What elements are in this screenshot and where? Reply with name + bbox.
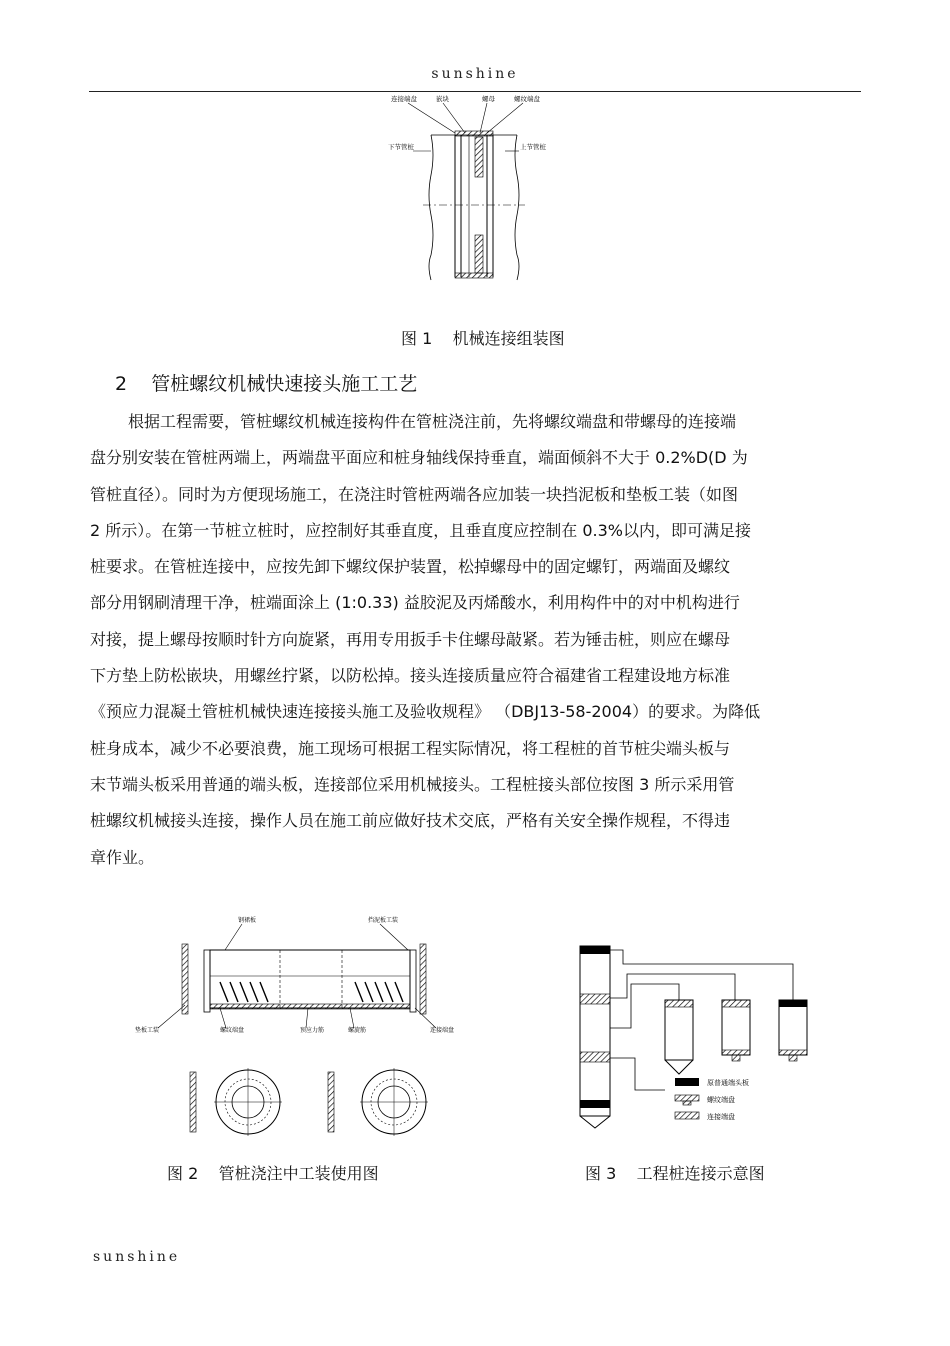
header-rule — [89, 91, 861, 92]
fig1-label-nut: 螺母 — [482, 95, 495, 103]
fig1-label-lower-pile: 下节管桩 — [388, 143, 414, 151]
figure-1-caption: 图 1 机械连接组装图 — [401, 329, 565, 348]
fig1-leader-lines — [408, 103, 523, 151]
fig1-label-connector-plate: 连接端盘 — [391, 95, 417, 103]
fig1-label-upper-pile: 上节管桩 — [520, 143, 546, 151]
paragraph-line: 部分用钢刷清理干净，桩端面涂上 (1:0.33) 益胶泥及丙烯酸水，利用构件中的对中机构进行 — [90, 593, 740, 613]
fig2-label-steel-skirt: 钢裙板 — [238, 917, 257, 924]
section-title: 2 管桩螺纹机械快速接头施工工艺 — [115, 373, 418, 395]
page-header: sunshine — [431, 66, 519, 82]
legend-label-thread-plate: 螺纹端盘 — [707, 1096, 735, 1104]
fig2-label-prestress-bar: 预应力筋 — [300, 1027, 325, 1034]
fig2-label-thread-plate: 螺纹端盘 — [220, 1027, 245, 1034]
paragraph-line: 管桩直径）。同时为方便现场施工，在浇注时管桩两端各应加装一块挡泥板和垫板工装（如图 — [90, 484, 739, 504]
legend-swatch-solid — [675, 1078, 699, 1086]
paragraph-line: 章作业。 — [90, 847, 155, 867]
figure-2-caption: 图 2 管桩浇注中工装使用图 — [167, 1164, 379, 1183]
paragraph-line: 下方垫上防松嵌块，用螺丝拧紧，以防松掉。接头连接质量应符合福建省工程建设地方标准 — [90, 666, 731, 686]
fig2-label-connector-plate: 连接端盘 — [430, 1027, 455, 1034]
paragraph-line: 根据工程需要，管桩螺纹机械连接构件在管桩浇注前，先将螺纹端盘和带螺母的连接端 — [128, 412, 737, 431]
legend-label-connector-plate: 连接端盘 — [707, 1113, 735, 1121]
body-paragraph — [90, 404, 860, 876]
page-footer: sunshine — [93, 1249, 181, 1265]
figure-1-assembly-diagram — [383, 95, 573, 285]
fig2-label-mud-guard: 挡泥板工装 — [368, 917, 399, 924]
legend-label-plain-end-plate: 原普通端头板 — [707, 1079, 749, 1087]
figure-3-caption: 图 3 工程桩连接示意图 — [585, 1164, 765, 1183]
paragraph-line: 盘分别安装在管桩两端上，两端盘平面应和桩身轴线保持垂直，端面倾斜不大于 0.2%D(D 为 — [90, 448, 748, 468]
paragraph-line: 桩身成本，减少不必要浪费，施工现场可根据工程实际情况，将工程桩的首节桩尖端头板与 — [90, 738, 731, 758]
legend-swatch-hatch — [675, 1095, 699, 1101]
figure-2-tooling-diagram — [130, 910, 475, 1140]
paragraph-line: 对接，提上螺母按顺时针方向旋紧，再用专用扳手卡住螺母敲紧。若为锤击桩，则应在螺母 — [90, 629, 731, 649]
legend-swatch-hatch-2 — [675, 1112, 699, 1119]
figure-3-connection-diagram — [575, 940, 815, 1130]
paragraph-line: 桩要求。在管桩连接中，应按先卸下螺纹保护装置，松掉螺母中的固定螺钉，两端面及螺纹 — [90, 557, 731, 577]
paragraph-line: 2 所示）。在第一节桩立桩时，应控制好其垂直度，且垂直度应控制在 0.3%以内，即可满足接 — [90, 520, 752, 540]
fig1-label-insert-block: 嵌块 — [436, 95, 449, 103]
paragraph-line: 末节端头板采用普通的端头板，连接部位采用机械接头。工程桩接头部位按图 3 所示采用管 — [90, 774, 735, 794]
fig1-label-thread-plate: 螺纹端盘 — [514, 95, 540, 103]
fig2-label-pad-tool: 垫板工装 — [135, 1027, 160, 1034]
paragraph-line: 桩螺纹机械接头连接，操作人员在施工前应做好技术交底，严格有关安全操作规程，不得违 — [90, 811, 731, 831]
paragraph-line: 《预应力混凝土管桩机械快速连接接头施工及验收规程》 （DBJ13-58-2004）的要求。为降低 — [90, 702, 761, 722]
fig2-label-spiral-bar: 螺旋筋 — [348, 1027, 367, 1034]
